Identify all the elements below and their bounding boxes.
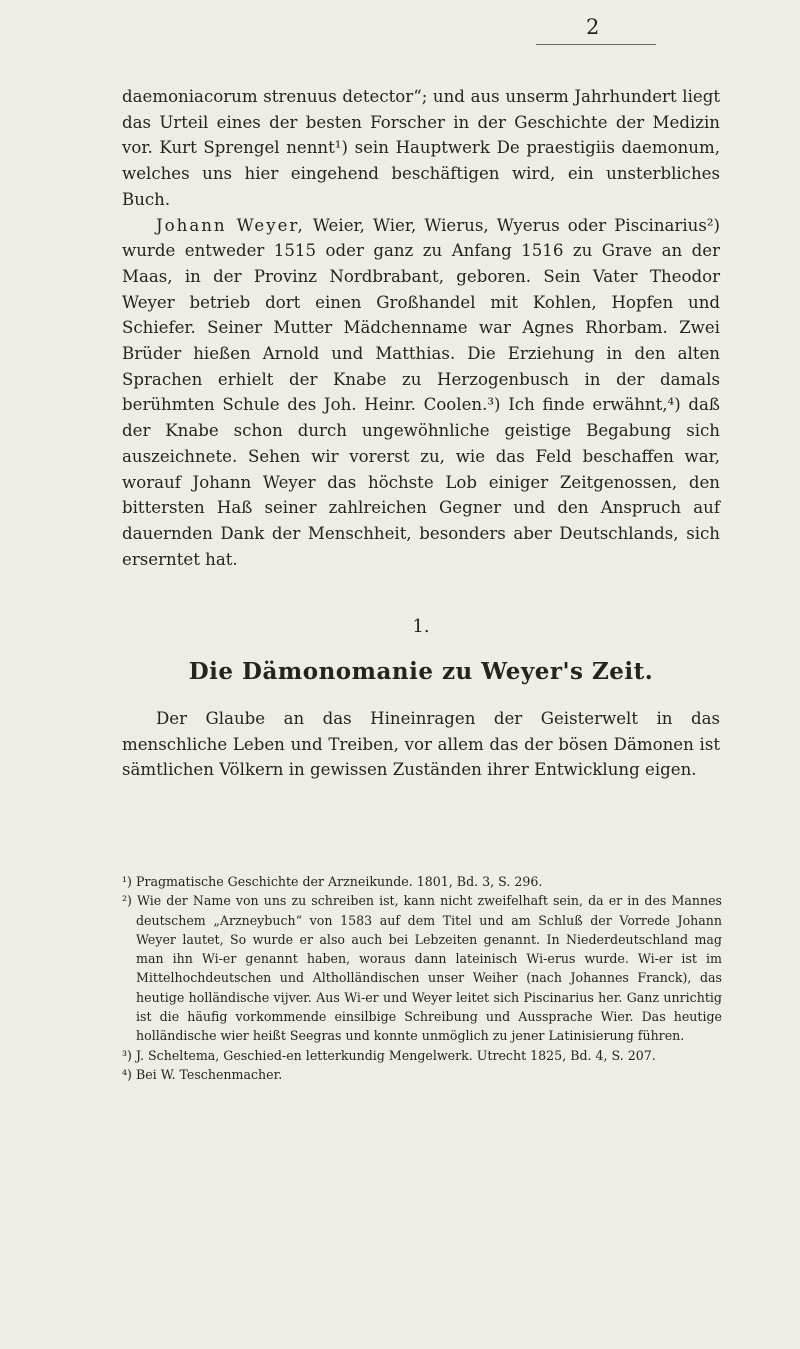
footnote-1: ¹) Pragmatische Geschichte der Arzneikunde. 1801, Bd. 3, S. 296.	[122, 874, 543, 889]
footnote-2: ²) Wie der Name von uns zu schreiben ist, kann nicht zweifelhaft sein, da er in des Mannes deutschem „Arzneybuch“ von 1583 auf dem Titel und am Schluß der Vorrede Johann Weyer lautet, So wurde er also auch bei Lebzeiten genannt. In Niederdeutschland mag man ihn Wi-er genannt haben, woraus dann lateinisch Wi-erus wurde. Wi-er ist im Mittelhochdeutschen und Altholländischen unser Weiher (nach Johannes Franck), das heutige holländische vijver. Aus Wi-er und Weyer leitet sich Piscinarius her. Ganz unrichtig ist die häufig vorkommende einsilbige Schreibung und Aussprache Wier. Das heutige holländische wier heißt Seegras und konnte unmöglich zu jener Latinisierung führen.	[122, 893, 722, 1044]
intro-paragraph-2	[122, 213, 720, 573]
intro-paragraph-1: daemoniacorum strenuus detector“; und aus unserm Jahrhundert liegt das Urteil eines der besten Forscher in der Geschichte der Medizin vor. Kurt Sprengel nennt¹) sein Hauptwerk De praestigiis daemonum, welches uns hier eingehend beschäftigen wird, ein unsterbliches Buch.	[122, 87, 720, 209]
section-text	[122, 706, 720, 783]
intro-paragraph-2-text: Weier, Wier, Wierus, Wyerus oder Piscinarius²) wurde entweder 1515 oder ganz zu Anfang 1516 zu Grave an der Maas, in der Provinz Nordbrabant, geboren. Sein Vater Theodor Weyer betrieb dort einen Großhandel mit Kohlen, Hopfen und Schiefer. Seiner Mutter Mädchenname war Agnes Rhorbam. Zwei Brüder hießen Arnold und Matthias. Die Erziehung in den alten Sprachen erhielt der Knabe zu Herzogenbusch in der damals berühmten Schule des Joh. Heinr. Coolen.³) Ich finde erwähnt,⁴) daß der Knabe schon durch ungewöhnliche geistige Begabung sich auszeichnete. Sehen wir vorerst zu, wie das Feld beschaffen war, worauf Johann Weyer das höchste Lob einiger Zeitgenossen, den bittersten Haß seiner zahlreichen Gegner und den Anspruch auf dauernden Dank der Menschheit, besonders aber Deutschlands, sich erserntet hat.	[122, 215, 720, 569]
header-rule	[536, 44, 656, 45]
author-name: Johann Weyer,	[156, 215, 305, 235]
section-title: Die Dämonomanie zu Weyer's Zeit.	[188, 658, 654, 685]
section-paragraph-1: Der Glaube an das Hineinragen der Geisterwelt in das menschliche Leben und Treiben, vor allem das der bösen Dämonen ist sämtlichen Völkern in gewissen Zuständen ihrer Entwicklung eigen.	[122, 709, 720, 780]
section-number: 1.	[412, 616, 430, 637]
footnote-4: ⁴) Bei W. Teschenmacher.	[122, 1066, 283, 1082]
footnotes	[122, 872, 722, 1084]
intro-text	[122, 84, 720, 572]
page-number: 2	[586, 15, 600, 39]
footnote-3: ³) J. Scheltema, Geschied-en letterkundig Mengelwerk. Utrecht 1825, Bd. 4, S. 207.	[122, 1047, 656, 1063]
